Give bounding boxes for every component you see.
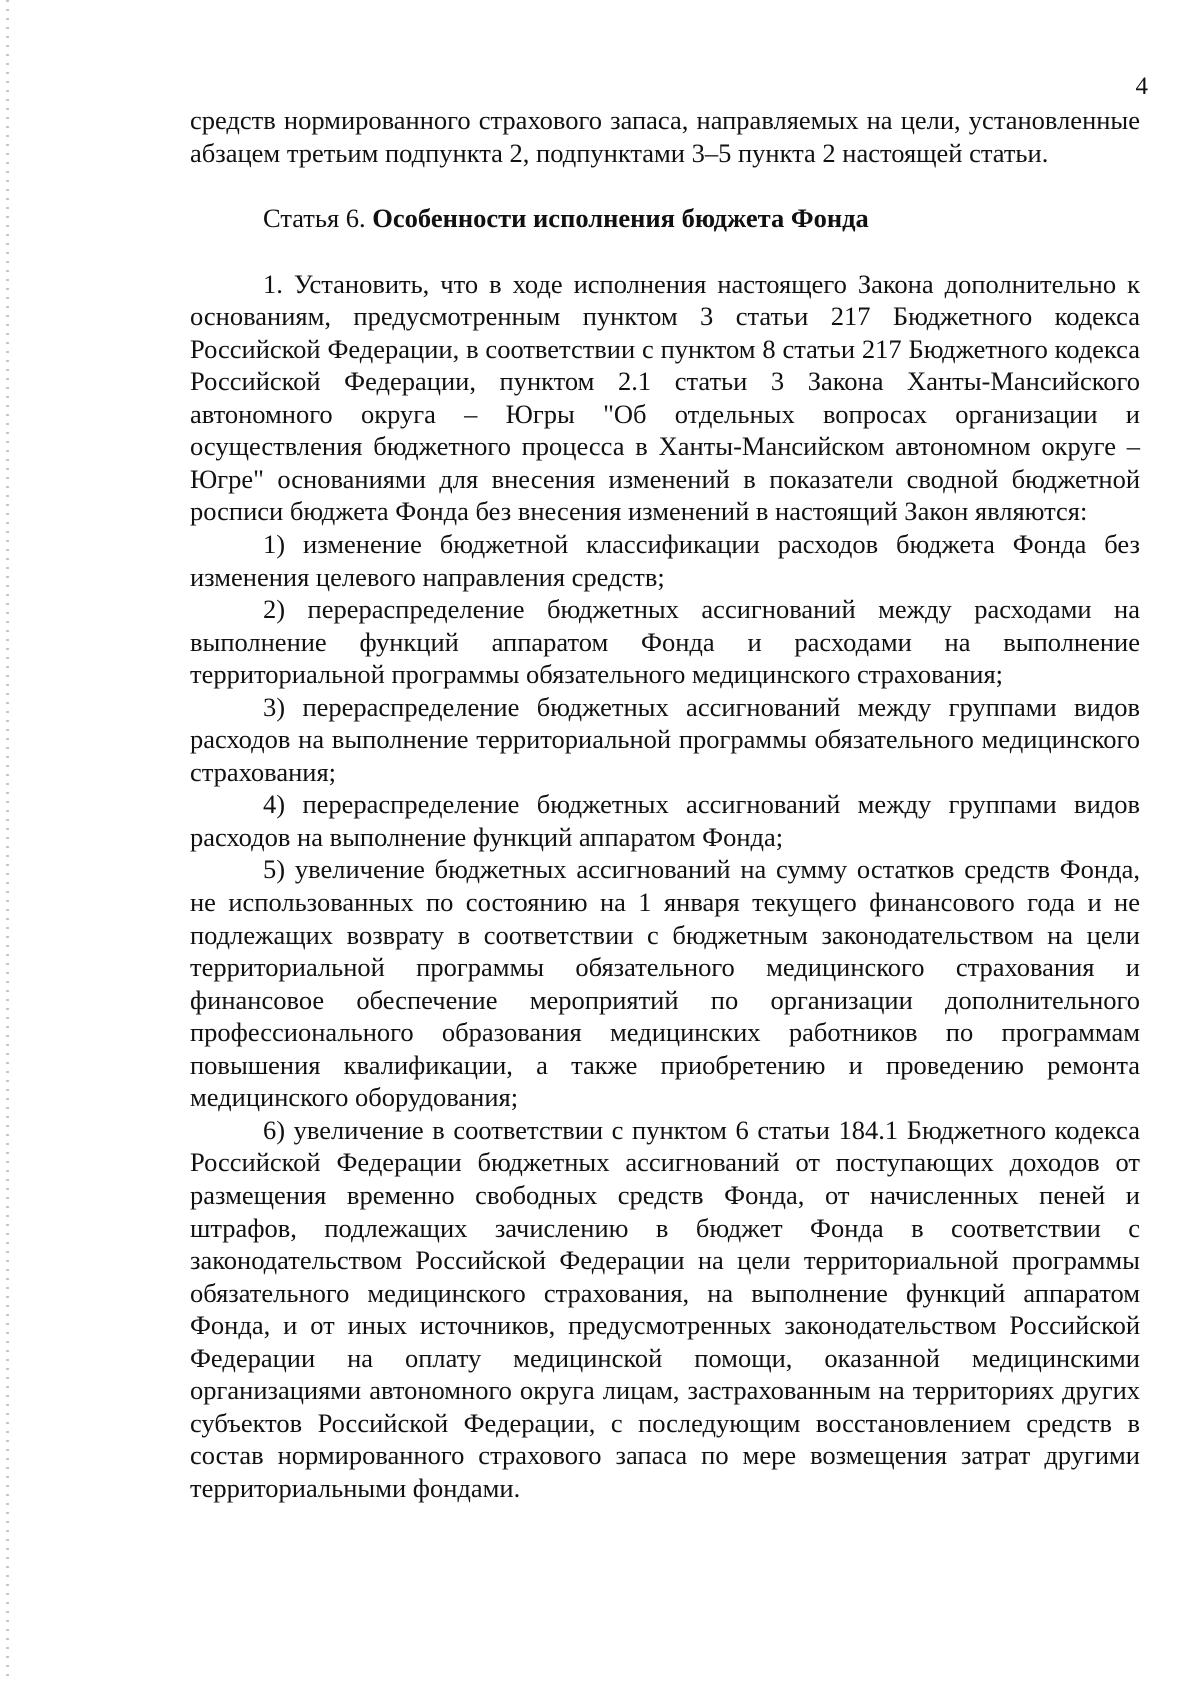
article-heading xyxy=(190,202,1140,235)
article-label: Статья 6. xyxy=(263,203,366,234)
subclause-4: 4) перераспределение бюджетных ассигнований между группами видов расходов на выполнение функций аппаратом Фонда; xyxy=(190,789,1140,852)
subclause-6: 6) увеличение в соответствии с пунктом 6 статьи 184.1 Бюджетного кодекса Российской Федерации бюджетных ассигнований от поступающих доходов от размещения временно свободных средств Фонда, от начисленных пеней и штрафов, подлежащих зачислению в бюджет Фонда в соответствии с законодательством Российской Федерации на цели территориальной программы обязательного медицинского страхования, на выполнение функций аппаратом Фонда, и от иных источников, предусмотренных законодательством Российской Федерации на оплату медицинской помощи, оказанной медицинскими организациями автономного округа лицам, застрахованным на территориях других субъектов Российской Федерации, с последующим восстановлением средств в состав нормированного страхового запаса по мере возмещения затрат другими территориальными фондами. xyxy=(190,1114,1140,1503)
page-number: 4 xyxy=(1135,73,1148,100)
scan-edge-artifact xyxy=(6,0,9,1683)
subclause-1: 1) изменение бюджетной классификации расходов бюджета Фонда без изменения целевого направления средств; xyxy=(190,529,1140,592)
document-body xyxy=(190,104,1140,1504)
article-title: Особенности исполнения бюджета Фонда xyxy=(372,203,869,234)
subclause-3: 3) перераспределение бюджетных ассигнований между группами видов расходов на выполнение территориальной программы обязательного медицинского страхования; xyxy=(190,691,1140,787)
clause-1: 1. Установить, что в ходе исполнения настоящего Закона дополнительно к основаниям, предусмотренным пунктом 3 статьи 217 Бюджетного кодекса Российской Федерации, в соответствии с пунктом 8 статьи 217 Бюджетного кодекса Российской Федерации, пунктом 2.1 статьи 3 Закона Ханты-Мансийского автономного округа – Югры "Об отдельных вопросах организации и осуществления бюджетного процесса в Ханты-Мансийском автономном округе – Югре" основаниями для внесения изменений в показатели сводной бюджетной росписи бюджета Фонда без внесения изменений в настоящий Закон являются: xyxy=(190,268,1140,527)
subclause-2: 2) перераспределение бюджетных ассигнований между расходами на выполнение функций аппаратом Фонда и расходами на выполнение территориальной программы обязательного медицинского страхования; xyxy=(190,594,1140,690)
intro-paragraph: средств нормированного страхового запаса, направляемых на цели, установленные абзацем третьим подпункта 2, подпунктами 3–5 пункта 2 настоящей статьи. xyxy=(190,105,1140,168)
subclause-5: 5) увеличение бюджетных ассигнований на сумму остатков средств Фонда, не использованных по состоянию на 1 января текущего финансового года и не подлежащих возврату в соответствии с бюджетным законодательством на цели территориальной программы обязательного медицинского страхования и финансовое обеспечение мероприятий по организации дополнительного профессионального образования медицинских работников по программам повышения квалификации, а также приобретению и проведению ремонта медицинского оборудования; xyxy=(190,854,1140,1113)
